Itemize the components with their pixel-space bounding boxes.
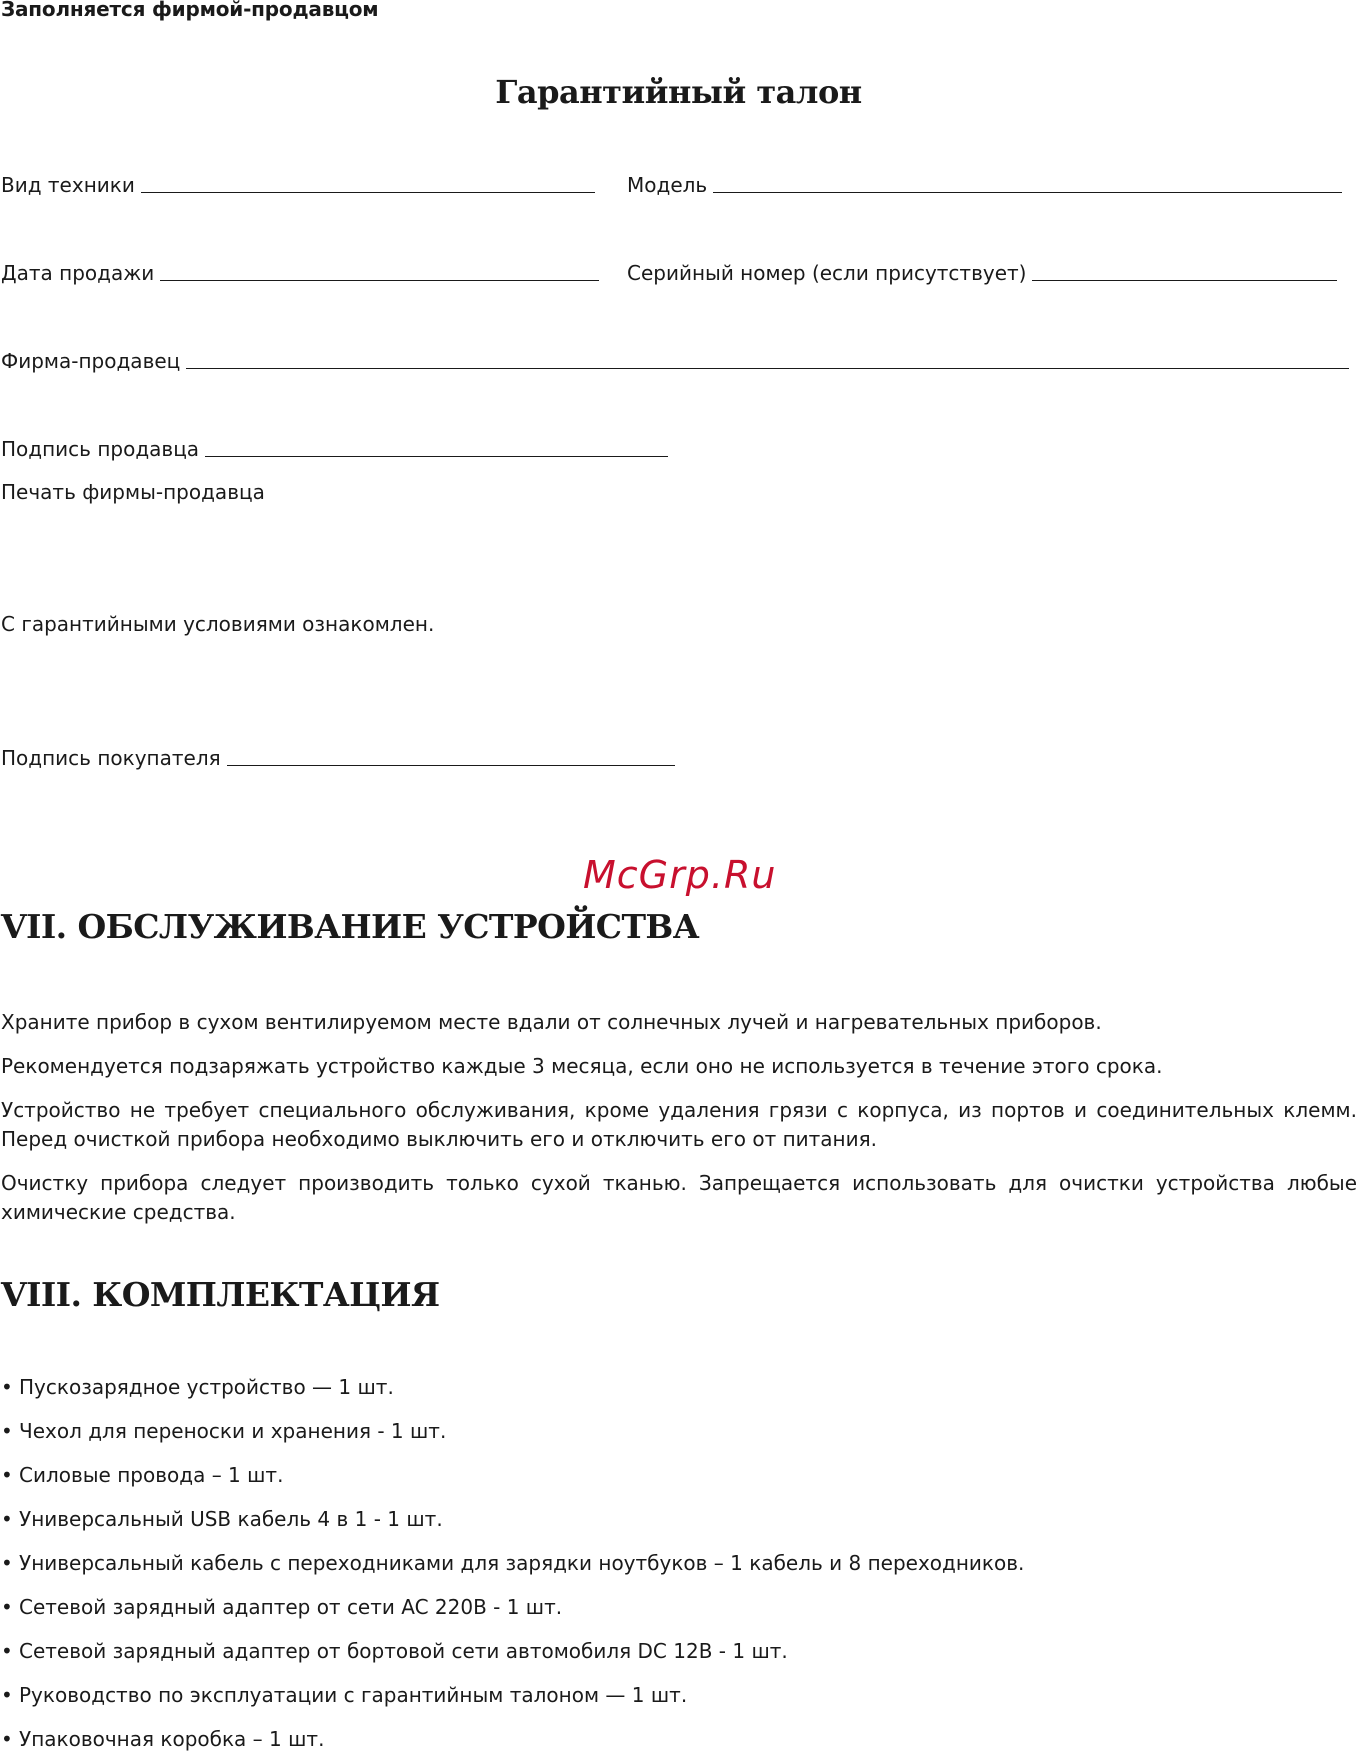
list-item: • Сетевой зарядный адаптер от сети AC 220В - 1 шт. xyxy=(1,1595,563,1619)
form-note: Заполняется фирмой-продавцом xyxy=(1,0,379,21)
maintenance-paragraph: Храните прибор в сухом вентилируемом месте вдали от солнечных лучей и нагревательных приборов. xyxy=(1,1010,1102,1034)
watermark: McGrp.Ru xyxy=(583,853,777,897)
equipment-type-field[interactable] xyxy=(1,169,595,197)
seller-signature-field[interactable] xyxy=(1,433,668,461)
list-item: • Пускозарядное устройство — 1 шт. xyxy=(1,1375,394,1399)
seller-company-label: Фирма-продавец xyxy=(1,349,181,373)
bullet-icon: • xyxy=(1,1463,13,1487)
seller-signature-line[interactable] xyxy=(205,456,668,457)
acknowledgement-text: С гарантийными условиями ознакомлен. xyxy=(1,612,435,636)
bullet-icon: • xyxy=(1,1727,13,1751)
bullet-icon: • xyxy=(1,1595,13,1619)
buyer-signature-field[interactable] xyxy=(1,742,675,770)
list-item: • Универсальный кабель с переходниками для зарядки ноутбуков – 1 кабель и 8 переходников. xyxy=(1,1551,1025,1575)
list-item: • Упаковочная коробка – 1 шт. xyxy=(1,1727,325,1751)
equipment-type-label: Вид техники xyxy=(1,173,135,197)
serial-number-field[interactable] xyxy=(627,257,1337,285)
list-item: • Универсальный USB кабель 4 в 1 - 1 шт. xyxy=(1,1507,443,1531)
seller-company-line[interactable] xyxy=(186,368,1349,369)
bullet-icon: • xyxy=(1,1375,13,1399)
list-item: • Чехол для переноски и хранения - 1 шт. xyxy=(1,1419,447,1443)
warranty-card-title: Гарантийный талон xyxy=(495,73,862,111)
list-item: • Сетевой зарядный адаптер от бортовой сети автомобиля DC 12В - 1 шт. xyxy=(1,1639,788,1663)
buyer-signature-line[interactable] xyxy=(227,765,675,766)
maintenance-paragraph: Устройство не требует специального обслуживания, кроме удаления грязи с корпуса, из портов и соединительных клемм. Перед очисткой прибора необходимо выключить его и отключить его от питания. xyxy=(1,1098,1357,1151)
list-item: • Силовые провода – 1 шт. xyxy=(1,1463,284,1487)
serial-number-label: Серийный номер (если присутствует) xyxy=(627,261,1027,285)
maintenance-heading: VII. ОБСЛУЖИВАНИЕ УСТРОЙСТВА xyxy=(1,907,700,946)
seller-stamp-label: Печать фирмы-продавца xyxy=(1,480,265,504)
equipment-type-line[interactable] xyxy=(141,192,595,193)
package-heading: VIII. КОМПЛЕКТАЦИЯ xyxy=(1,1275,440,1314)
bullet-icon: • xyxy=(1,1419,13,1443)
seller-signature-label: Подпись продавца xyxy=(1,437,200,461)
maintenance-paragraph: Очистку прибора следует производить только сухой тканью. Запрещается использовать для очистки устройства любые химические средства. xyxy=(1,1171,1357,1224)
sale-date-label: Дата продажи xyxy=(1,261,155,285)
sale-date-field[interactable] xyxy=(1,257,599,285)
bullet-icon: • xyxy=(1,1683,13,1707)
model-field[interactable] xyxy=(627,169,1342,197)
bullet-icon: • xyxy=(1,1507,13,1531)
bullet-icon: • xyxy=(1,1551,13,1575)
model-line[interactable] xyxy=(713,192,1342,193)
serial-number-line[interactable] xyxy=(1032,280,1337,281)
buyer-signature-label: Подпись покупателя xyxy=(1,746,221,770)
sale-date-line[interactable] xyxy=(160,280,599,281)
model-label: Модель xyxy=(627,173,708,197)
list-item: • Руководство по эксплуатации с гарантийным талоном — 1 шт. xyxy=(1,1683,688,1707)
maintenance-paragraph: Рекомендуется подзаряжать устройство каждые 3 месяца, если оно не используется в течение этого срока. xyxy=(1,1054,1163,1078)
bullet-icon: • xyxy=(1,1639,13,1663)
seller-company-field[interactable] xyxy=(1,345,1349,373)
